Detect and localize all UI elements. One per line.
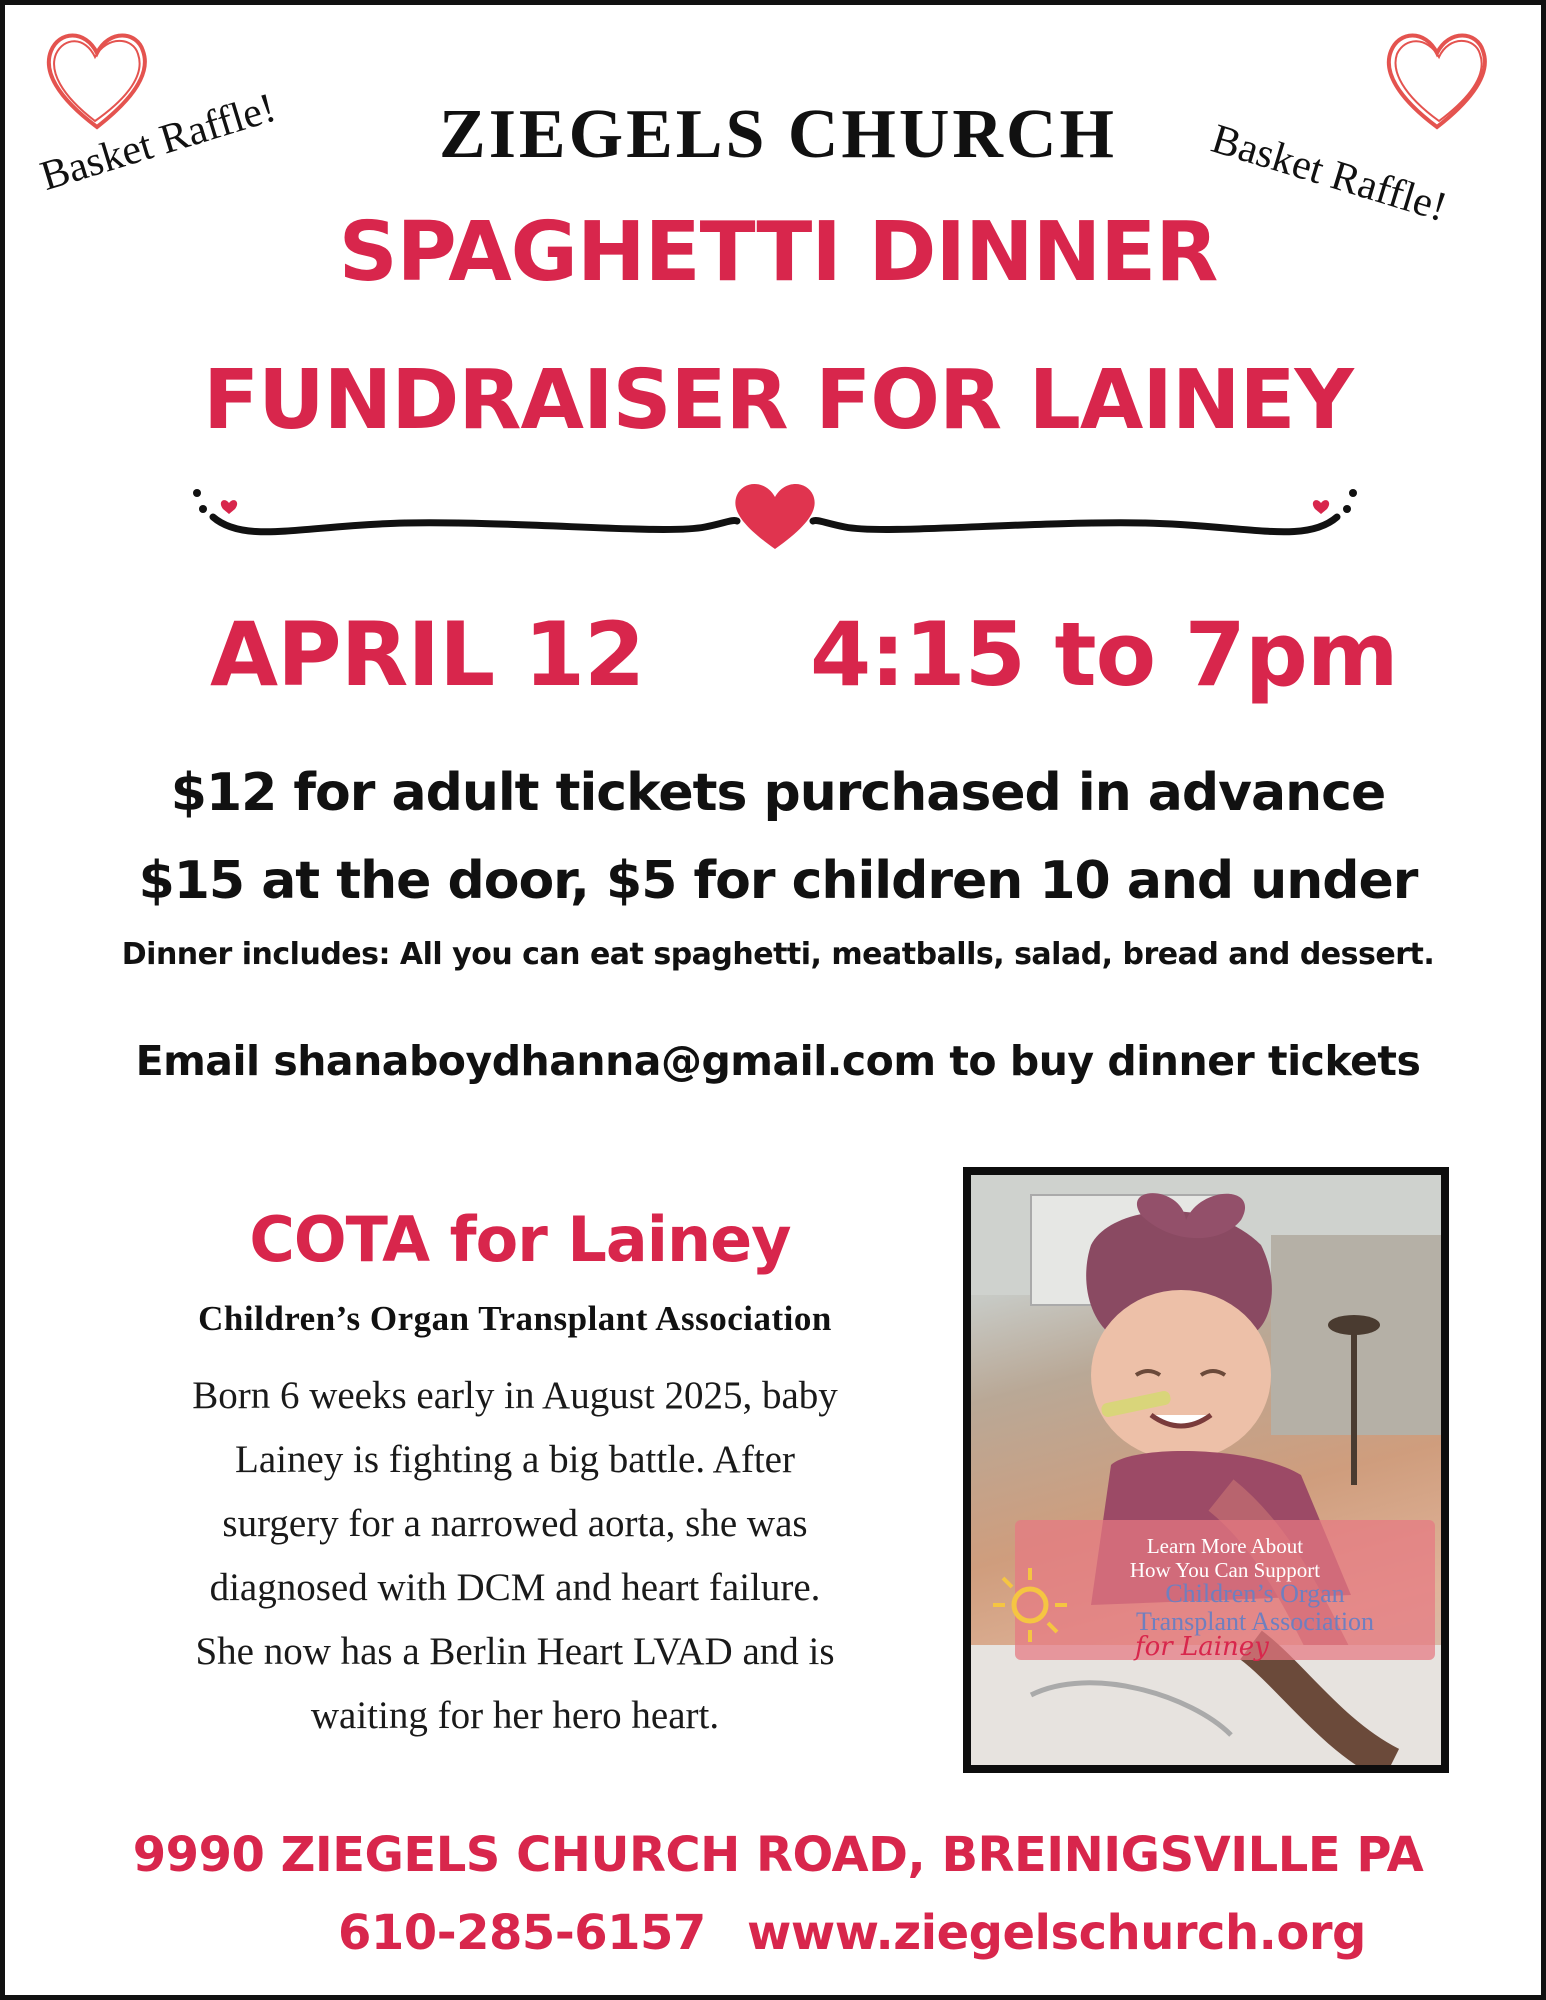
baby-photo [971, 1175, 1441, 1765]
cota-title: COTA for Lainey [249, 1203, 791, 1276]
cota-subtitle: Children’s Organ Transplant Association [198, 1299, 832, 1338]
cota-overlay [1015, 1520, 1435, 1660]
basket-raffle-left: Basket Raffle! [35, 84, 282, 200]
price-line-2: $15 at the door, $5 for children 10 and under [138, 851, 1418, 911]
photo-frame [963, 1167, 1449, 1773]
overlay-signature: for Lainey [1135, 1632, 1269, 1662]
phone-number: 610-285-6157 [338, 1905, 706, 1961]
overlay-org-name [1075, 1580, 1435, 1636]
story-line: Lainey is fighting a big battle. After [235, 1438, 795, 1481]
baby-photo-illustration [971, 1175, 1441, 1765]
website-link[interactable]: www.ziegelschurch.org [747, 1905, 1366, 1961]
story-line: She now has a Berlin Heart LVAD and is [195, 1630, 835, 1673]
email-line: Email shanaboydhanna@gmail.com to buy dinner tickets [135, 1037, 1421, 1085]
event-date: APRIL 12 [210, 603, 645, 706]
church-address: 9990 ZIEGELS CHURCH ROAD, BREINIGSVILLE PA [132, 1827, 1424, 1883]
church-name: ZIEGELS CHURCH [439, 96, 1117, 173]
basket-raffle-right: Basket Raffle! [1206, 115, 1453, 231]
dinner-includes: Dinner includes: All you can eat spaghetti, meatballs, salad, bread and dessert. [121, 937, 1435, 972]
divider-flourish [185, 475, 1365, 575]
event-time: 4:15 to 7pm [810, 603, 1398, 706]
heart-icon [735, 484, 814, 549]
headline-line-2: FUNDRAISER FOR LAINEY [203, 353, 1353, 448]
story-line: waiting for her hero heart. [310, 1694, 720, 1737]
overlay-org-line-1: Children’s Organ [1165, 1579, 1345, 1608]
story-line: Born 6 weeks early in August 2025, baby [192, 1374, 838, 1417]
overlay-org-line-2: Transplant Association [1135, 1607, 1375, 1636]
overlay-learn-more [1015, 1534, 1435, 1582]
headline-line-1: SPAGHETTI DINNER [338, 205, 1218, 300]
story-line: diagnosed with DCM and heart failure. [209, 1566, 821, 1609]
overlay-line-2: How You Can Support [1129, 1558, 1321, 1582]
story-line: surgery for a narrowed aorta, she was [222, 1502, 808, 1545]
price-line-1: $12 for adult tickets purchased in advance [170, 763, 1386, 823]
overlay-line-1: Learn More About [1146, 1534, 1304, 1558]
